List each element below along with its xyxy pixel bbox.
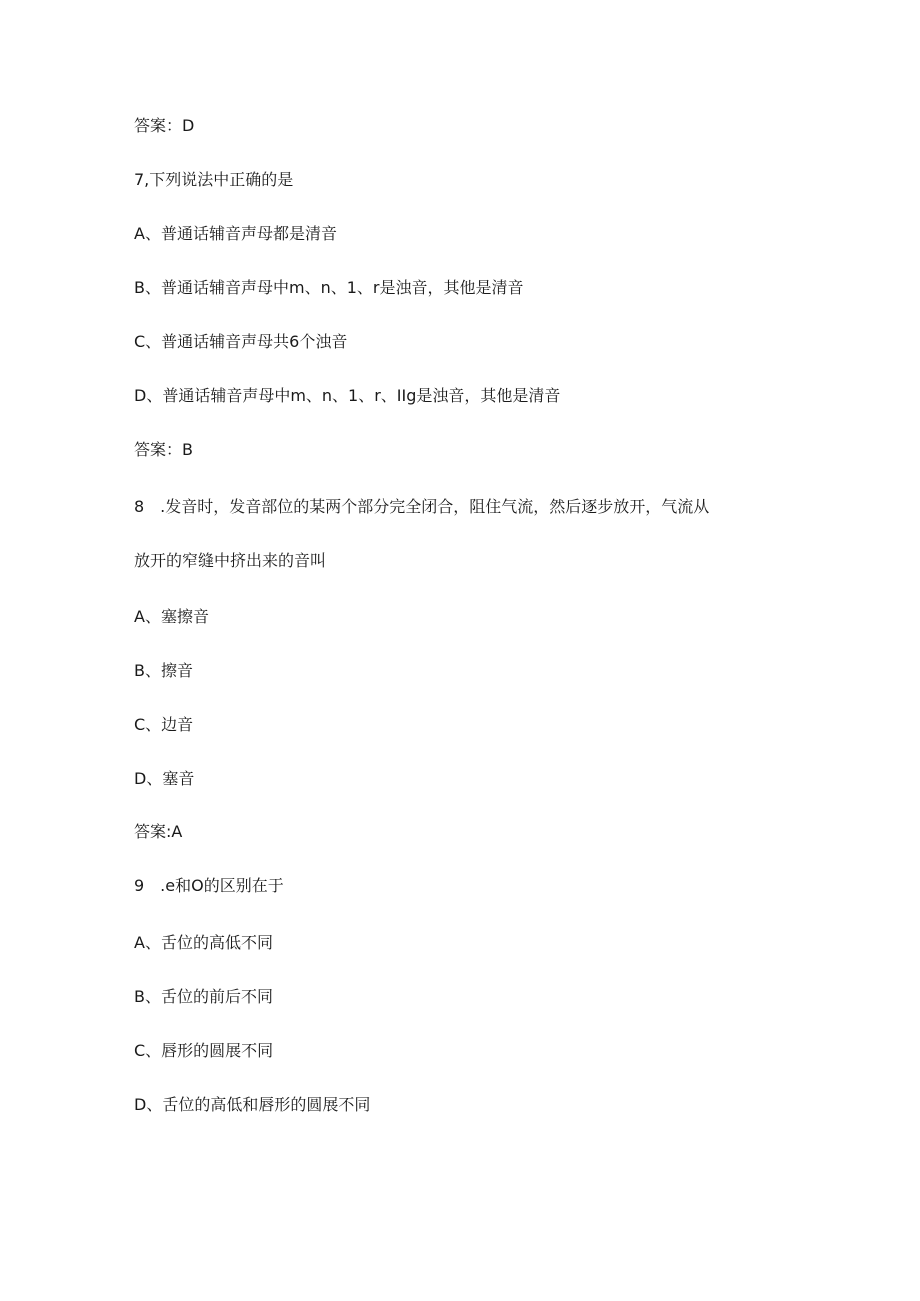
question-7-option-a: A、普通话辅音声母都是清音 <box>134 224 337 243</box>
question-9-option-a: A、舌位的高低不同 <box>134 933 273 952</box>
question-9-option-d: D、舌位的高低和唇形的圆展不同 <box>134 1095 371 1114</box>
question-7-option-c: C、普通话辅音声母共6个浊音 <box>134 332 348 351</box>
question-8-option-b: B、擦音 <box>134 661 193 680</box>
question-8-option-c: C、边音 <box>134 715 194 734</box>
question-8-option-a: A、塞擦音 <box>134 607 209 626</box>
question-7-option-d: D、普通话辅音声母中m、n、1、r、IIg是浊音，其他是清音 <box>134 386 561 405</box>
question-8-stem-line2: 放开的窄缝中挤出来的音叫 <box>134 551 327 570</box>
answer-6: 答案：D <box>134 116 195 135</box>
answer-8: 答案:A <box>134 822 183 841</box>
question-9-stem: 9 .e和O的区别在于 <box>134 876 284 895</box>
question-9-option-b: B、舌位的前后不同 <box>134 987 273 1006</box>
question-8-stem-line1: 8 .发音时，发音部位的某两个部分完全闭合，阻住气流，然后逐步放开，气流从 <box>134 497 710 516</box>
question-7-option-b: B、普通话辅音声母中m、n、1、r是浊音，其他是清音 <box>134 278 524 297</box>
answer-7: 答案：B <box>134 440 193 459</box>
question-9-option-c: C、唇形的圆展不同 <box>134 1041 274 1060</box>
question-7-stem: 7,下列说法中正确的是 <box>134 170 294 189</box>
question-8-option-d: D、塞音 <box>134 769 195 788</box>
